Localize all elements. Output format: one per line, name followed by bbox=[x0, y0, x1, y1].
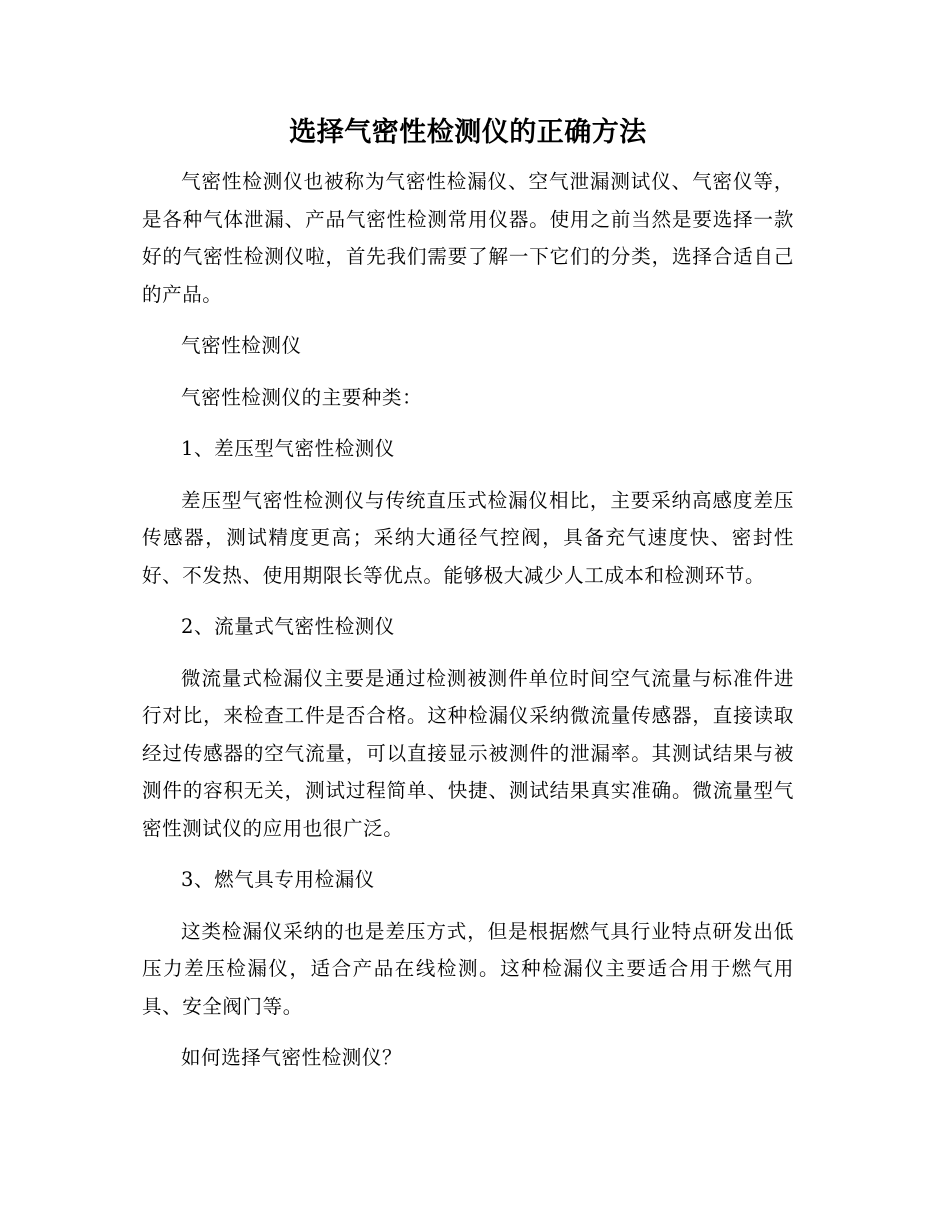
document-title: 选择气密性检测仪的正确方法 bbox=[289, 117, 647, 148]
type-2-heading: 2、流量式气密性检测仪 bbox=[181, 615, 396, 638]
type-3-description: 这类检漏仪采纳的也是差压方式，但是根据燃气具行业特点研发出低压力差压检漏仪，适合产品在线检测。这种检漏仪主要适合用于燃气用具、安全阀门等。 bbox=[142, 919, 794, 1018]
section-label: 气密性检测仪 bbox=[181, 334, 302, 357]
type-1-description: 差压型气密性检测仪与传统直压式检漏仪相比，主要采纳高感度差压传感器，测试精度更高；采纳大通径气控阀，具备充气速度快、密封性好、不发热、使用期限长等优点。能够极大减少人工成本和检测环节。 bbox=[142, 488, 794, 587]
type-3-heading: 3、燃气具专用检漏仪 bbox=[181, 868, 375, 891]
type-2-description: 微流量式检漏仪主要是通过检测被测件单位时间空气流量与标准件进行对比，来检查工件是否合格。这种检漏仪采纳微流量传感器，直接读取经过传感器的空气流量，可以直接显示被测件的泄漏率。其测试结果与被测件的容积无关，测试过程简单、快捷、测试结果真实准确。微流量型气密性测试仪的应用也很广泛。 bbox=[142, 666, 794, 840]
type-1-heading: 1、差压型气密性检测仪 bbox=[181, 437, 396, 460]
types-heading: 气密性检测仪的主要种类： bbox=[181, 385, 423, 409]
document-body bbox=[142, 108, 794, 1077]
intro-paragraph: 气密性检测仪也被称为气密性检漏仪、空气泄漏测试仪、气密仪等，是各种气体泄漏、产品气密性检测常用仪器。使用之前当然是要选择一款好的气密性检测仪啦，首先我们需要了解一下它们的分类，选择合适自己的产品。 bbox=[142, 170, 794, 306]
selection-question: 如何选择气密性检测仪？ bbox=[181, 1046, 403, 1069]
